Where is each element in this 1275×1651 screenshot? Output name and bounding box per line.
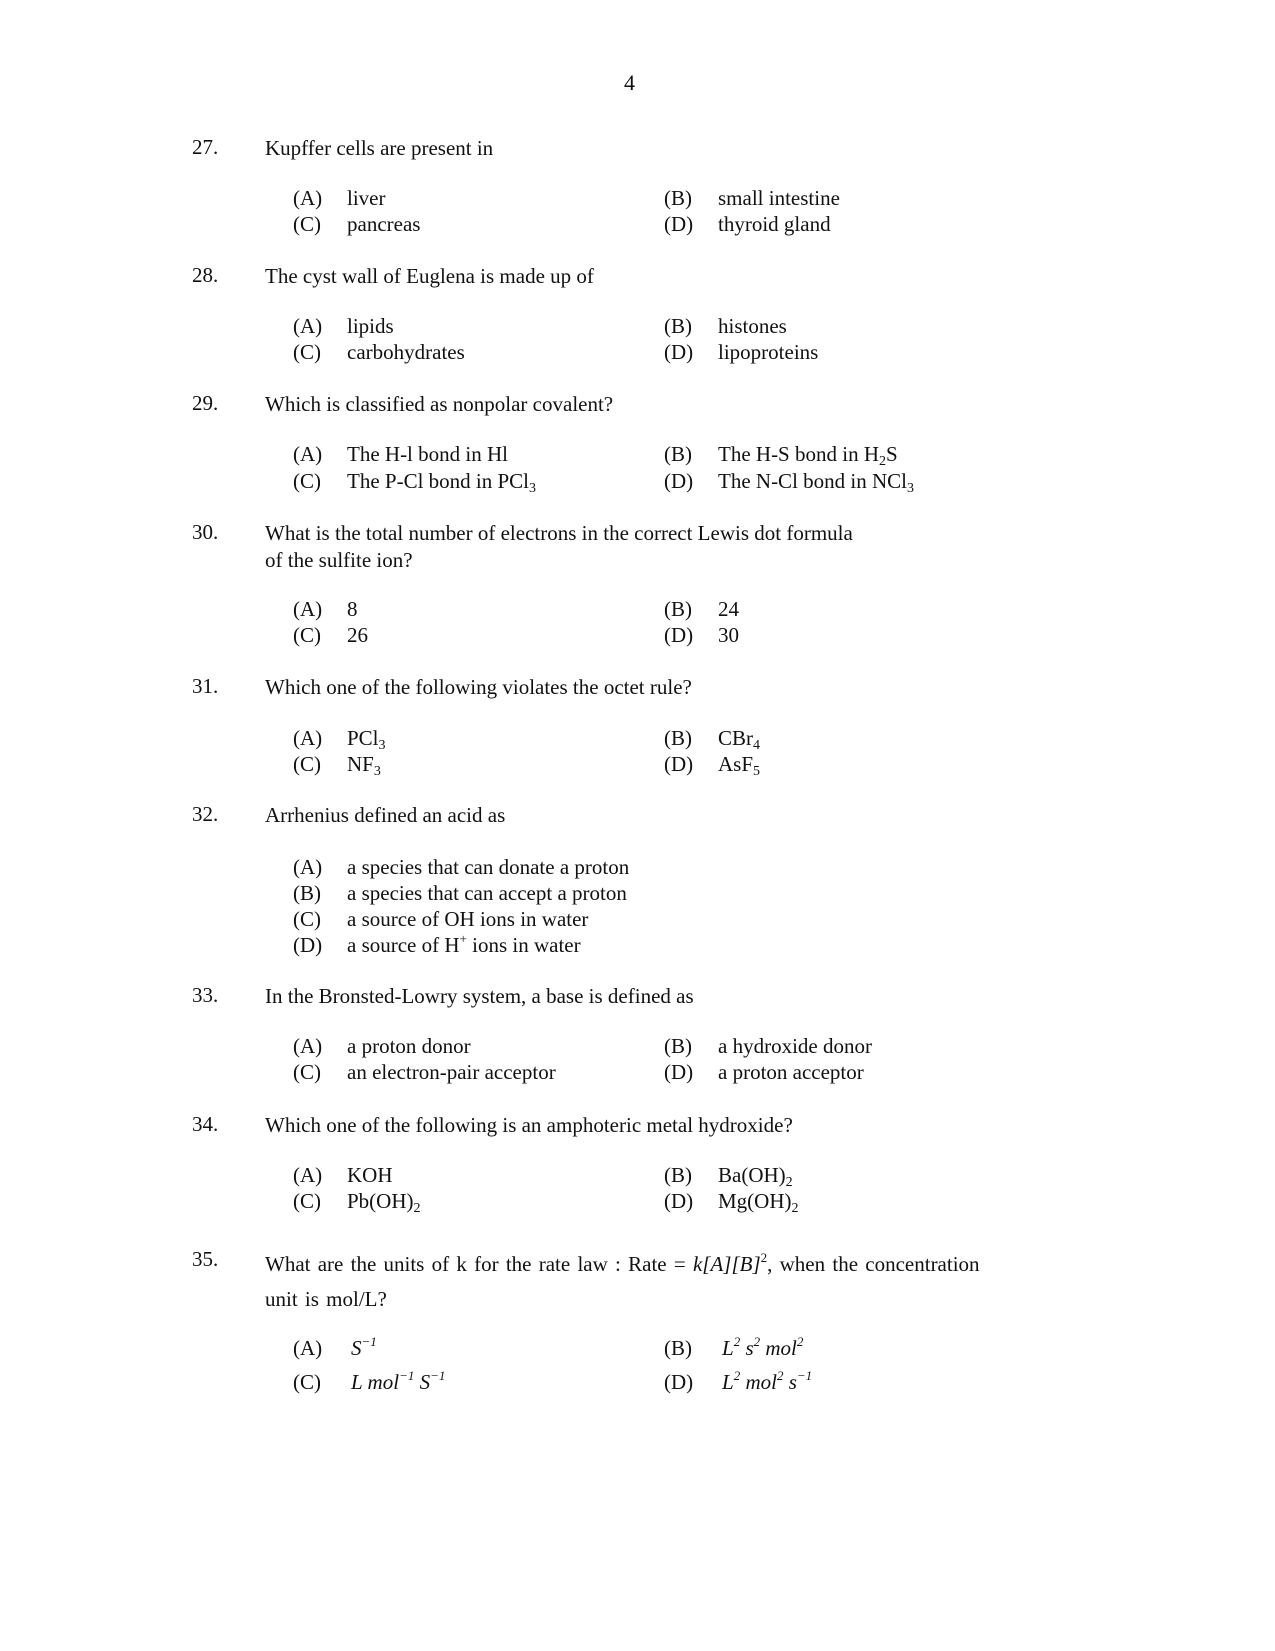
formula-text: Ba(OH) <box>718 1163 786 1187</box>
unit-text: s <box>783 1370 797 1394</box>
formula-text: NF <box>347 752 374 776</box>
question-text: The cyst wall of Euglena is made up of <box>265 264 594 288</box>
subscript: 2 <box>785 1175 793 1190</box>
formula-text: Pb(OH) <box>347 1189 414 1213</box>
option-text <box>351 1370 445 1395</box>
option-label: (B) <box>664 597 692 621</box>
subscript: 4 <box>753 738 761 753</box>
question-number: 32. <box>192 802 219 826</box>
option-label: (B) <box>664 1336 692 1360</box>
option-text: 26 <box>347 623 368 647</box>
option-text <box>718 442 898 467</box>
unit-text: S <box>414 1370 431 1394</box>
unit-text: L <box>722 1336 734 1360</box>
option-label: (D) <box>664 469 694 493</box>
option-text <box>718 469 914 494</box>
option-text: 24 <box>718 597 739 621</box>
question-text: Kupffer cells are present in <box>265 136 494 160</box>
question-line: What are the units of k for the rate law : Rate = <box>265 1252 693 1276</box>
formula-text: S <box>886 442 898 466</box>
question-number: 27. <box>192 135 219 159</box>
option-label: (A) <box>293 186 323 210</box>
option-text: a proton donor <box>347 1034 471 1058</box>
option-label: (A) <box>293 1034 323 1058</box>
formula-text: The P-Cl bond in PCl <box>347 469 530 493</box>
option-text: pancreas <box>347 212 421 236</box>
formula-text: AsF <box>718 752 754 776</box>
question-text <box>265 1247 1085 1317</box>
subscript: 5 <box>753 764 761 779</box>
option-label: (C) <box>293 1370 321 1394</box>
option-text: histones <box>718 314 787 338</box>
formula-text: Mg(OH) <box>718 1189 792 1213</box>
option-text: a species that can donate a proton <box>347 855 630 879</box>
formula-text: ions in water <box>466 933 581 957</box>
option-text: a source of OH ions in water <box>347 907 589 931</box>
option-text <box>718 1163 793 1188</box>
option-label: (B) <box>664 314 692 338</box>
option-label: (A) <box>293 597 323 621</box>
option-text <box>718 726 760 751</box>
option-text <box>351 1336 377 1361</box>
formula-text: The H-S bond in H <box>718 442 879 466</box>
question-number: 31. <box>192 674 219 698</box>
question-text: In the Bronsted-Lowry system, a base is defined as <box>265 984 694 1008</box>
question-text: Which is classified as nonpolar covalent? <box>265 392 614 416</box>
question-number: 33. <box>192 983 219 1007</box>
option-label: (D) <box>664 752 694 776</box>
question-text: Which one of the following is an amphoteric metal hydroxide? <box>265 1113 793 1137</box>
unit-text: L mol <box>351 1370 400 1394</box>
superscript: −1 <box>399 1368 415 1383</box>
option-text: small intestine <box>718 186 840 210</box>
option-label: (B) <box>293 881 321 905</box>
option-label: (A) <box>293 442 323 466</box>
question-text <box>265 520 1085 574</box>
superscript: 2 <box>796 1334 804 1349</box>
question-number: 34. <box>192 1112 219 1136</box>
question-line: , when the concentration <box>767 1252 980 1276</box>
unit-text: s <box>740 1336 754 1360</box>
subscript: 2 <box>879 454 886 469</box>
option-label: (A) <box>293 1163 323 1187</box>
option-label: (A) <box>293 855 323 879</box>
option-text <box>722 1336 803 1361</box>
page-number: 4 <box>624 70 635 95</box>
subscript: 3 <box>529 481 537 496</box>
option-label: (D) <box>664 340 694 364</box>
question-line: What is the total number of electrons in the correct Lewis dot formula <box>265 521 853 545</box>
option-label: (C) <box>293 212 321 236</box>
option-text: a species that can accept a proton <box>347 881 627 905</box>
option-text: carbohydrates <box>347 340 465 364</box>
question-number: 28. <box>192 263 219 287</box>
superscript: −1 <box>361 1334 377 1349</box>
unit-text: L <box>722 1370 734 1394</box>
superscript: −1 <box>430 1368 446 1383</box>
option-text <box>347 1189 421 1214</box>
option-label: (B) <box>664 186 692 210</box>
option-label: (C) <box>293 1060 321 1084</box>
option-label: (A) <box>293 314 323 338</box>
question-line: unit is mol/L? <box>265 1287 387 1311</box>
option-text: lipoproteins <box>718 340 819 364</box>
option-text <box>347 752 381 777</box>
formula-text: The N-Cl bond in NCl <box>718 469 907 493</box>
option-text: 30 <box>718 623 739 647</box>
option-text: a hydroxide donor <box>718 1034 872 1058</box>
option-text: thyroid gland <box>718 212 831 236</box>
formula-text: a source of H <box>347 933 460 957</box>
superscript: 2 <box>776 1368 784 1383</box>
option-text <box>347 469 536 494</box>
subscript: 3 <box>373 764 381 779</box>
option-label: (A) <box>293 1336 323 1360</box>
option-text: a proton acceptor <box>718 1060 864 1084</box>
option-text <box>722 1370 812 1395</box>
option-text: liver <box>347 186 386 210</box>
subscript: 3 <box>907 481 914 496</box>
option-label: (D) <box>664 1370 694 1394</box>
option-label: (C) <box>293 752 321 776</box>
question-text: Which one of the following violates the octet rule? <box>265 675 692 699</box>
option-label: (C) <box>293 1189 321 1213</box>
superscript: 2 <box>733 1334 741 1349</box>
option-label: (D) <box>293 933 323 957</box>
formula-text: CBr <box>718 726 754 750</box>
option-label: (C) <box>293 469 321 493</box>
question-line: of the sulfite ion? <box>265 548 413 572</box>
question-number: 30. <box>192 520 219 544</box>
option-label: (D) <box>664 623 694 647</box>
superscript: 2 <box>760 1250 768 1265</box>
rate-law-formula: k[A][B] <box>692 1252 761 1276</box>
formula-text: PCl <box>347 726 379 750</box>
option-label: (C) <box>293 340 321 364</box>
question-number: 29. <box>192 391 219 415</box>
option-text: lipids <box>347 314 394 338</box>
superscript: −1 <box>796 1368 813 1383</box>
option-label: (A) <box>293 726 323 750</box>
option-label: (D) <box>664 1189 694 1213</box>
question-number: 35. <box>192 1247 219 1271</box>
subscript: 3 <box>378 738 386 753</box>
option-text: The H-l bond in Hl <box>347 442 508 466</box>
option-label: (B) <box>664 1163 692 1187</box>
unit-text: mol <box>740 1370 777 1394</box>
superscript: + <box>459 931 467 946</box>
option-label: (C) <box>293 907 321 931</box>
option-text <box>347 726 386 751</box>
unit-text: S <box>351 1336 362 1360</box>
option-label: (D) <box>664 212 694 236</box>
option-text <box>718 752 760 777</box>
option-label: (C) <box>293 623 321 647</box>
superscript: 2 <box>753 1334 761 1349</box>
subscript: 2 <box>413 1201 421 1216</box>
question-text: Arrhenius defined an acid as <box>265 803 506 827</box>
unit-text: mol <box>760 1336 797 1360</box>
option-text <box>718 1189 799 1214</box>
option-label: (B) <box>664 726 692 750</box>
option-text: KOH <box>347 1163 393 1187</box>
option-text: an electron-pair acceptor <box>347 1060 556 1084</box>
option-label: (D) <box>664 1060 694 1084</box>
option-text: 8 <box>347 597 358 621</box>
option-text <box>347 933 581 958</box>
superscript: 2 <box>733 1368 741 1383</box>
subscript: 2 <box>791 1201 799 1216</box>
option-label: (B) <box>664 1034 692 1058</box>
option-label: (B) <box>664 442 692 466</box>
